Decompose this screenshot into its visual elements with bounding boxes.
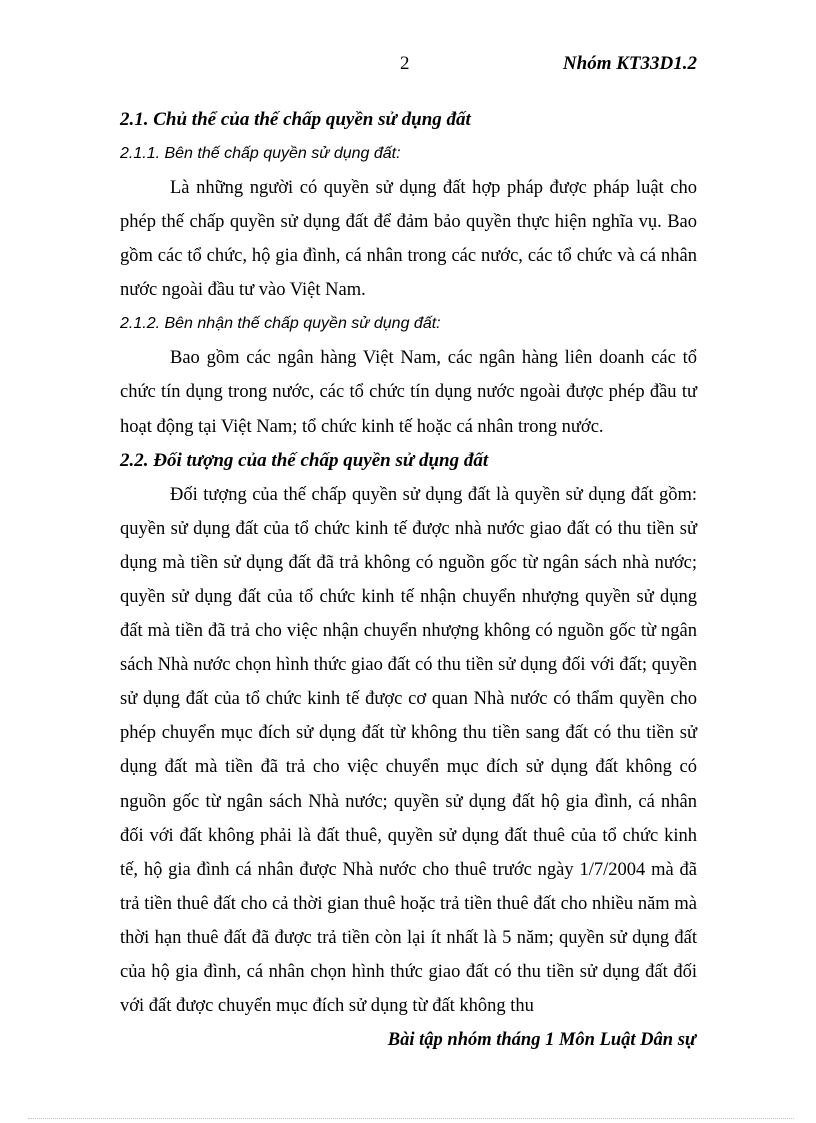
paragraph-mortgagor: Là những người có quyền sử dụng đất hợp pháp được pháp luật cho phép thế chấp quyền sử dụng đất để đảm bảo quyền thực hiện nghĩa vụ. Bao gồm các tổ chức, hộ gia đình, cá nhân trong các nước, các tổ chức và cá nhân nước ngoài đầu tư vào Việt Nam. [120,178,697,301]
page-number: 2 [400,53,410,74]
group-label: Nhóm KT33D1.2 [562,53,697,74]
section-heading-2-2: 2.2. Đối tượng của thế chấp quyền sử dụng đất [120,449,489,471]
page-bottom-edge [28,1118,794,1119]
subsection-heading-2-1-2: 2.1.2. Bên nhận thế chấp quyền sử dụng đất: [120,315,441,333]
paragraph-mortgagee: Bao gồm các ngân hàng Việt Nam, các ngân hàng liên doanh các tổ chức tín dụng trong nước, các tổ chức tín dụng nước ngoài được phép đầu tư hoạt động tại Việt Nam; tổ chức kinh tế hoặc cá nhân trong nước. [120,348,697,437]
document-body [120,103,697,1023]
subsection-heading-2-1-1: 2.1.1. Bên thế chấp quyền sử dụng đất: [120,145,401,162]
page-footer: Bài tập nhóm tháng 1 Môn Luật Dân sự [387,1030,696,1050]
paragraph-mortgage-object: Đối tượng của thế chấp quyền sử dụng đất là quyền sử dụng đất gồm: quyền sử dụng đất của tổ chức kinh tế được nhà nước giao đất có thu tiền sử dụng mà tiền sử dụng đất đã trả không có nguồn gốc từ ngân sách nhà nước; quyền sử dụng đất của tổ chức kinh tế nhận chuyển nhượng quyền sử dụng đất mà tiền đã trả cho việc nhận chuyển nhượng không có nguồn gốc từ ngân sách Nhà nước chọn hình thức giao đất có thu tiền sử dụng đối với đất; quyền sử dụng đất của tổ chức kinh tế được cơ quan Nhà nước có thẩm quyền cho phép chuyển mục đích sử dụng đất từ không thu tiền sang đất có thu tiền sử dụng đất mà tiền đã trả cho việc chuyển mục đích sử dụng đất không có nguồn gốc từ ngân sách Nhà nước; quyền sử dụng đất hộ gia đình, cá nhân đối với đất không phải là đất thuê, quyền sử dụng đất thuê của tổ chức kinh tế, hộ gia đình cá nhân được Nhà nước cho thuê trước ngày 1/7/2004 mà đã trả tiền thuê đất cho cả thời gian thuê hoặc trả tiền thuê đất cho nhiều năm mà thời hạn thuê đất đã được trả tiền còn lại ít nhất là 5 năm; quyền sử dụng đất của hộ gia đình, cá nhân chọn hình thức giao đất có thu tiền sử dụng đất đối với đất được chuyển mục đích sử dụng từ đất không thu [120,484,697,1017]
section-heading-2-1: 2.1. Chủ thể của thế chấp quyền sử dụng đất [120,109,471,130]
